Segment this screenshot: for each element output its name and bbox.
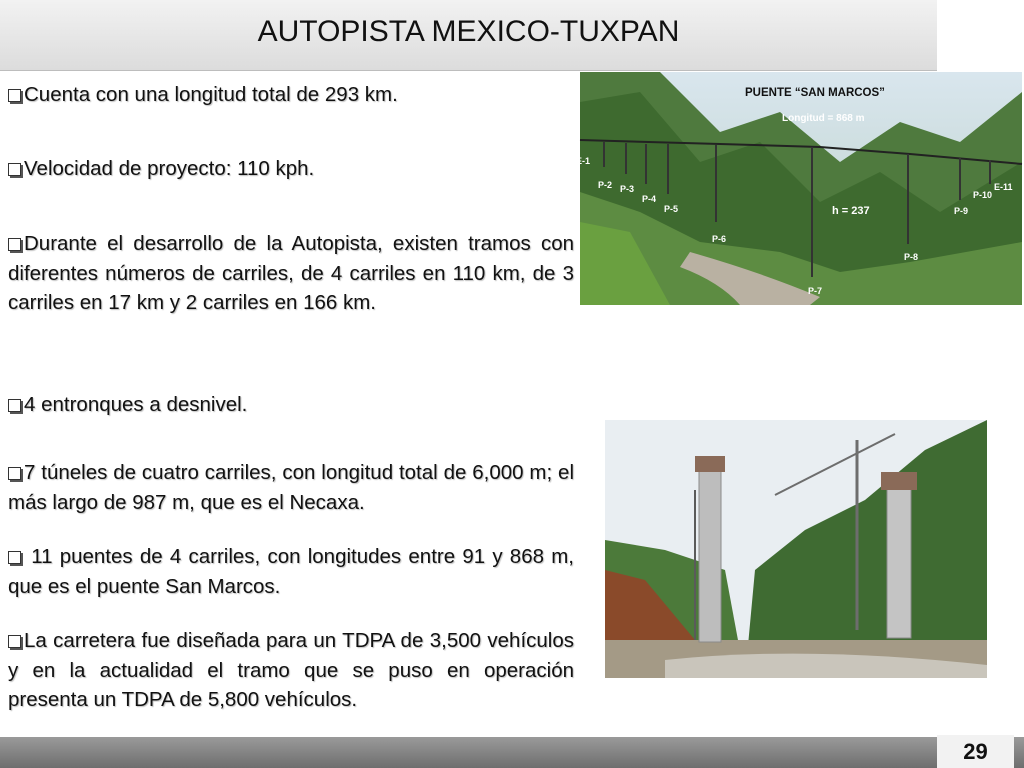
- checkbox-bullet-icon: [8, 467, 21, 480]
- page-number-box: [937, 735, 1014, 768]
- pier-label: P-6: [712, 234, 727, 244]
- checkbox-bullet-icon: [8, 89, 21, 102]
- bridge-diagram-photo: [576, 72, 1022, 305]
- bullet-item-5: 7 túneles de cuatro carriles, con longitud total de 6,000 m; el más largo de 987 m, que es el Necaxa.: [8, 461, 574, 514]
- pier-label: P-7: [808, 286, 823, 296]
- pier-label: P-10: [973, 190, 993, 200]
- bullet-item-7: La carretera fue diseñada para un TDPA de 3,500 vehículos y en la actualidad el tramo que se puso en operación presenta un TDPA de 5,800 vehículos.: [8, 629, 574, 711]
- checkbox-bullet-icon: [8, 399, 21, 412]
- footer-bar: [0, 737, 1024, 768]
- pier-label: E-11: [994, 182, 1013, 192]
- bullet-item-3: Durante el desarrollo de la Autopista, existen tramos con diferentes números de carriles, de 4 carriles en 110 km, de 3 carriles en 17 km y 2 carriles en 166 km.: [8, 232, 574, 314]
- title-bar: [0, 0, 937, 71]
- pier-label: P-9: [954, 206, 969, 216]
- pier-label: P-2: [598, 180, 613, 190]
- bridge-construction-photo: [605, 420, 987, 678]
- bullet-item-1: Cuenta con una longitud total de 293 km.: [8, 80, 574, 110]
- bullet-item-6: 11 puentes de 4 carriles, con longitudes entre 91 y 868 m, que es el puente San Marcos.: [8, 545, 574, 598]
- bullet-item-4: 4 entronques a desnivel.: [8, 390, 574, 420]
- checkbox-bullet-icon: [8, 163, 21, 176]
- checkbox-bullet-icon: [8, 635, 21, 648]
- diagram-title: PUENTE “SAN MARCOS”: [745, 87, 885, 99]
- checkbox-bullet-icon: [8, 238, 21, 251]
- checkbox-bullet-icon: [8, 551, 21, 564]
- pier-label: P-4: [642, 194, 657, 204]
- diagram-height: h = 237: [832, 205, 870, 217]
- pier-label: P-3: [620, 184, 635, 194]
- pier-label: P-5: [664, 204, 679, 214]
- diagram-length: Longitud = 868 m: [782, 113, 865, 124]
- pier-label: E-1: [576, 156, 591, 166]
- slide-title: AUTOPISTA MEXICO-TUXPAN: [257, 15, 680, 48]
- page-number: 29: [963, 739, 988, 764]
- bullet-item-2: Velocidad de proyecto: 110 kph.: [8, 154, 574, 184]
- pier-label: P-8: [904, 252, 919, 262]
